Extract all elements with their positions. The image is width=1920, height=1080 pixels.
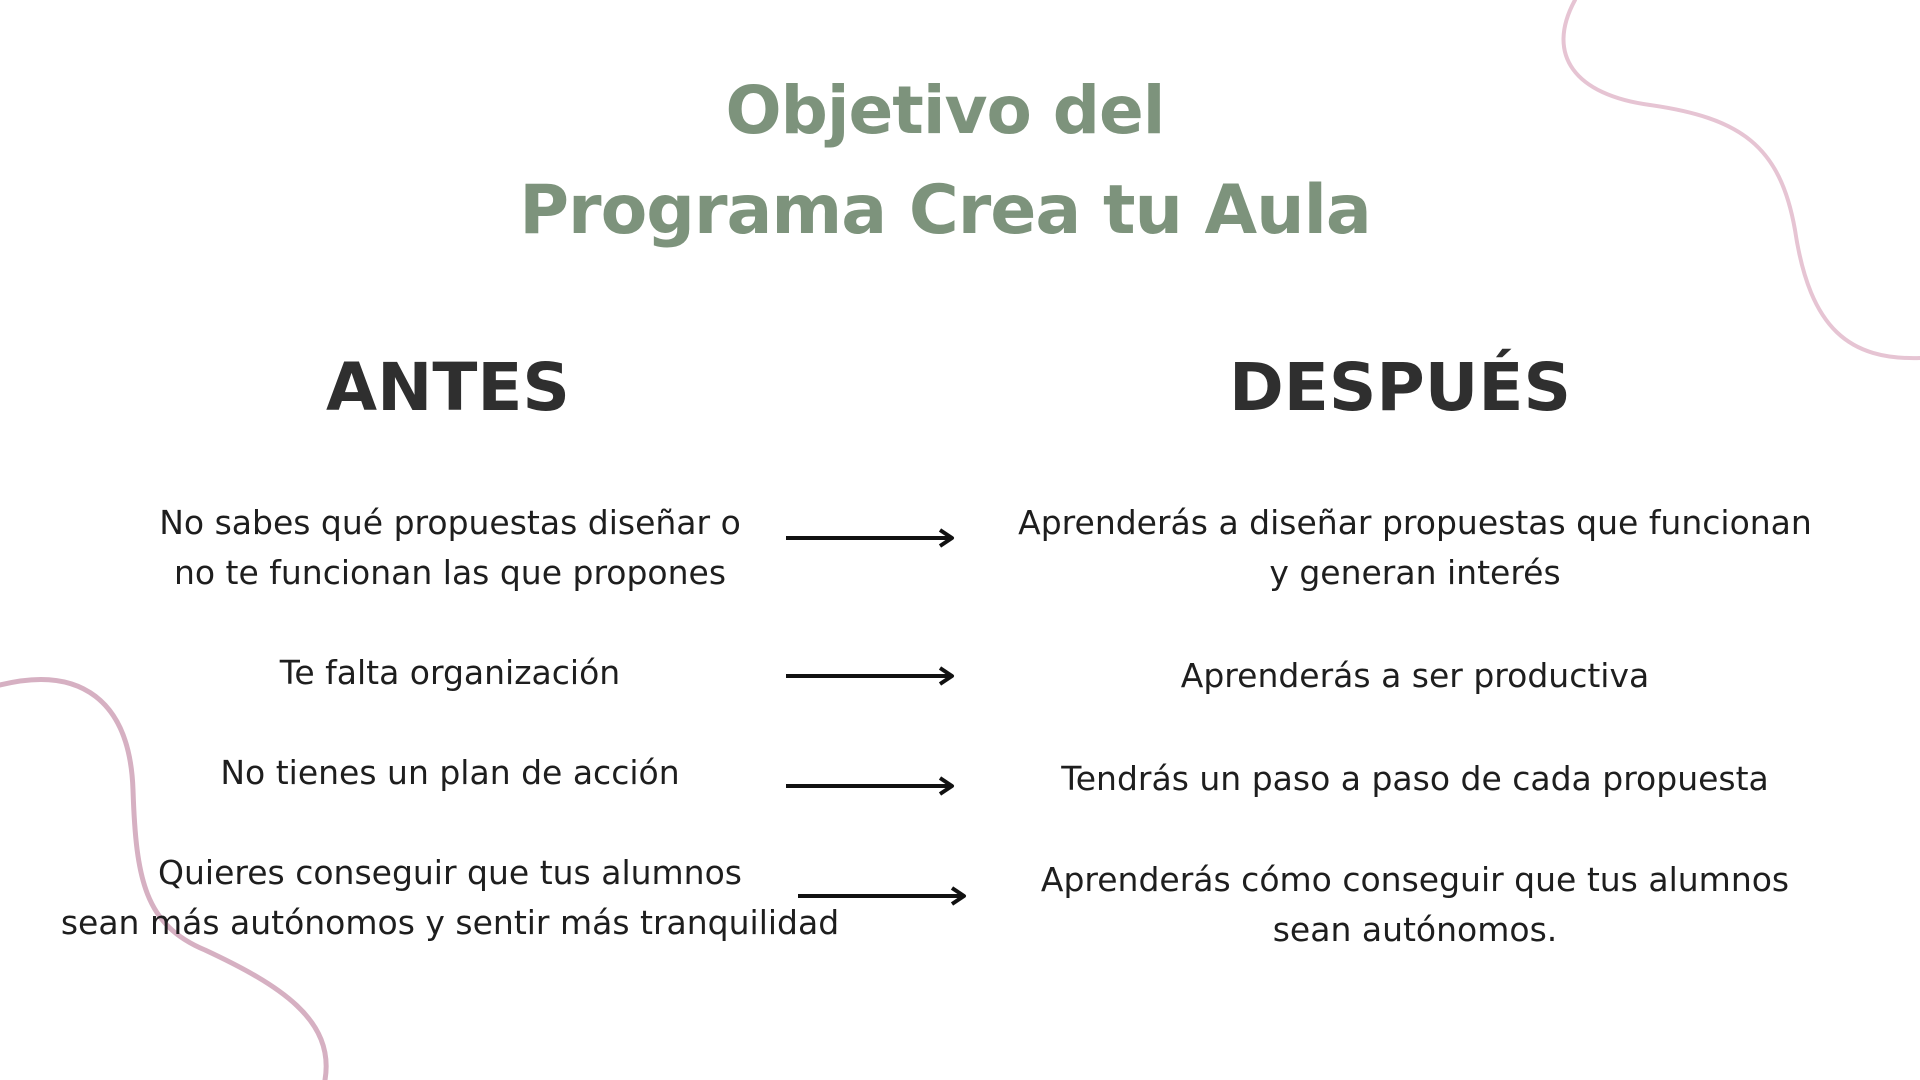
arrow-right-icon (784, 664, 964, 688)
after-item-2: Aprenderás a ser productiva (1180, 656, 1650, 695)
after-item-4: Aprenderás cómo conseguir que tus alumnos sean autónomos. (1040, 860, 1790, 949)
arrow-right-icon (784, 526, 964, 550)
before-item-2: Te falta organización (279, 653, 621, 692)
before-item-1: No sabes qué propuestas diseñar o no te funcionan las que propones (159, 503, 741, 592)
page-title-line-1: Objetivo del (725, 72, 1165, 149)
arrow-right-icon (796, 884, 976, 908)
before-column-heading: ANTES (326, 349, 570, 426)
after-column-heading: DESPUÉS (1229, 349, 1571, 426)
before-item-3: No tienes un plan de acción (220, 753, 680, 792)
before-item-4: Quieres conseguir que tus alumnos sean más autónomos y sentir más tranquilidad (60, 853, 840, 942)
after-item-1: Aprenderás a diseñar propuestas que funcionan y generan interés (1018, 503, 1812, 592)
arrow-right-icon (784, 774, 964, 798)
after-item-3: Tendrás un paso a paso de cada propuesta (1061, 759, 1769, 798)
page-title-line-2: Programa Crea tu Aula (519, 171, 1371, 250)
